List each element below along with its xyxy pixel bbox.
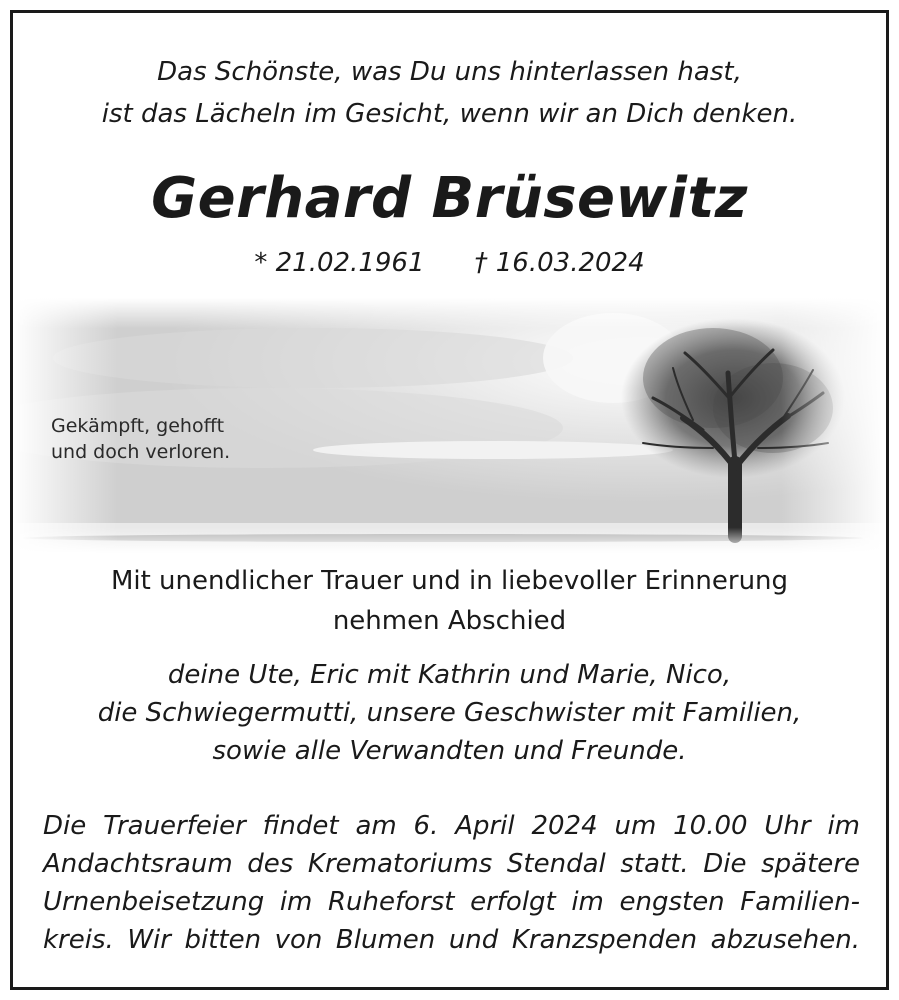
mourners-line-2: die Schwiegermutti, unsere Geschwister mit Familien, — [97, 698, 802, 728]
notice-line-1: Die Trauerfeier findet am 6. April 2024 um 10.00 Uhr im — [43, 811, 860, 841]
quote-line-1: Das Schönste, was Du uns hinterlassen hast, — [157, 57, 742, 87]
motto-line-1: Gekämpft, gehofft — [51, 415, 225, 437]
birth-date: * 21.02.1961 — [254, 248, 425, 278]
mourners-line-3: sowie alle Verwandten und Freunde. — [212, 736, 687, 766]
death-date: † 16.03.2024 — [474, 248, 645, 278]
notice-line-3: Urnenbeisetzung im Ruheforst erfolgt im engsten Familien- — [43, 887, 860, 917]
obituary-frame — [10, 10, 889, 990]
mourners-line-1: deine Ute, Eric mit Kathrin und Marie, Nico, — [167, 660, 732, 690]
motto-line-2: und doch verloren. — [51, 441, 231, 463]
notice-line-4: kreis. Wir bitten von Blumen und Kranzspenden abzusehen. — [43, 925, 860, 955]
mourning-statement — [13, 561, 886, 641]
notice-line-2: Andachtsraum des Krematoriums Stendal statt. Die spätere — [43, 849, 860, 879]
mourning-line-2: nehmen Abschied — [332, 606, 567, 636]
quote-line-2: ist das Lächeln im Gesicht, wenn wir an Dich denken. — [101, 99, 798, 129]
motto-text — [51, 413, 230, 465]
memorial-quote — [13, 51, 886, 135]
deceased-name: Gerhard Brüsewitz — [151, 166, 748, 231]
mourners-list — [13, 656, 886, 770]
life-dates — [13, 243, 886, 283]
mourning-line-1: Mit unendlicher Trauer und in liebevoller Erinnerung — [110, 566, 789, 596]
funeral-notice — [43, 807, 860, 959]
